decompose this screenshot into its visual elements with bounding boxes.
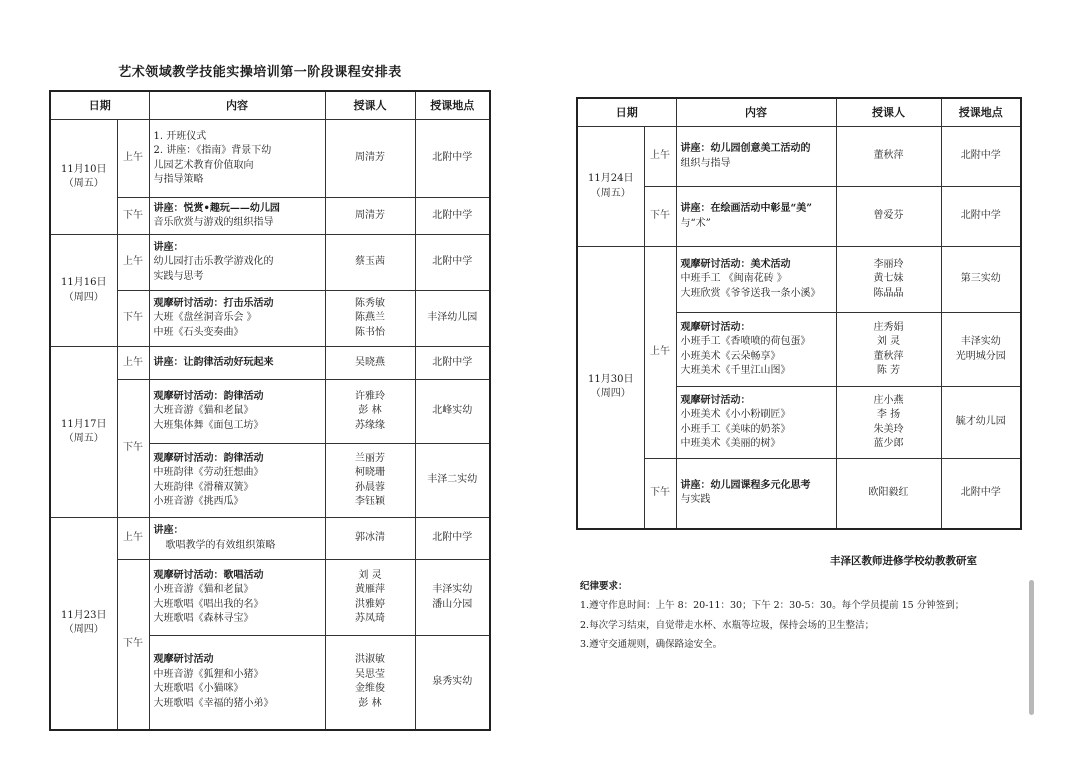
- date-text: 11月23日: [61, 609, 107, 621]
- rule-item: 3.遵守交通规则，确保路途安全。: [580, 639, 723, 651]
- content-line: 与实践: [680, 494, 711, 506]
- content-line: 小班音游《挑西瓜》: [153, 496, 244, 507]
- content-line: 与“术”: [680, 217, 711, 229]
- teacher-cell: [325, 235, 415, 291]
- place-cell: [415, 347, 490, 380]
- content-cell: [676, 127, 836, 187]
- content-line: 讲座：悦赏•趣玩——幼儿园: [153, 202, 280, 214]
- content-line: 讲座：幼儿园创意美工活动的: [680, 143, 811, 154]
- place-name: 毓才幼儿园: [955, 416, 1006, 428]
- content-cell: [676, 313, 836, 387]
- date-cell: [50, 347, 117, 518]
- content-line: 大班歌唱《唱出我的名》: [153, 598, 264, 610]
- teacher-cell: [836, 247, 941, 313]
- place-name: 第三实幼: [960, 273, 1001, 285]
- table-header-row: [50, 91, 490, 120]
- place-cell: [415, 120, 490, 198]
- half-day-cell: 上午: [117, 518, 149, 560]
- teacher-name: 朱美玲: [873, 423, 904, 435]
- table-row: [577, 187, 1021, 247]
- place-cell: [415, 291, 490, 347]
- place-name: 北附中学: [432, 209, 473, 221]
- date-text: 11月24日: [588, 173, 634, 184]
- place-name: 北峰实幼: [432, 405, 473, 417]
- document-title: 艺术领域教学技能实操培训第一阶段课程安排表: [118, 65, 402, 80]
- schedule-body-right: [577, 127, 1021, 529]
- teacher-cell: [836, 187, 941, 247]
- place-cell: [941, 313, 1021, 387]
- content-line: 中班《石头变奏曲》: [153, 326, 244, 338]
- schedule-table-right: [576, 97, 1022, 530]
- content-cell: [149, 518, 325, 560]
- content-line: 中班音游《狐狸和小猪》: [153, 668, 264, 680]
- teacher-name: 李丽玲: [873, 258, 904, 270]
- teacher-name: 陈晶晶: [873, 287, 904, 299]
- half-day-cell: 上午: [117, 347, 149, 380]
- teacher-cell: [325, 380, 415, 444]
- weekday-text: （周四）: [63, 624, 104, 636]
- place-name: 北附中学: [432, 356, 473, 368]
- content-line: 大班歌唱《幸福的猪小弟》: [153, 697, 274, 709]
- place-name: 北附中学: [960, 487, 1001, 498]
- place-name: 北附中学: [960, 210, 1001, 222]
- teacher-name: 吴思莹: [355, 668, 385, 680]
- date-text: 11月30日: [588, 373, 634, 385]
- content-line: 大班歌唱《小猫咪》: [153, 683, 244, 695]
- teacher-name: 欧阳毅红: [868, 487, 909, 498]
- discipline-rules: [580, 580, 1030, 658]
- place-name: 丰泽幼儿园: [427, 312, 478, 324]
- content-line: 小班美术《云朵畅享》: [680, 350, 781, 362]
- content-line: 1. 开班仪式: [153, 130, 207, 142]
- date-text: 11月10日: [61, 163, 107, 175]
- place-cell: [941, 127, 1021, 187]
- rules-title: 纪律要求：: [580, 581, 628, 592]
- content-line: 大班美术《千里江山图》: [680, 365, 791, 376]
- content-cell: [149, 120, 325, 198]
- teacher-name: 陈秀敏: [355, 297, 385, 309]
- content-line: 观摩研讨活动：打击乐活动: [153, 297, 274, 309]
- teacher-name: 周清芳: [355, 209, 385, 221]
- content-cell: [149, 444, 325, 518]
- content-line: 大班集体舞《面包工坊》: [153, 419, 264, 431]
- content-cell: [149, 560, 325, 636]
- content-line: 观摩研讨活动：: [680, 321, 751, 333]
- teacher-cell: [325, 120, 415, 198]
- date-cell: [577, 247, 644, 529]
- content-line: 幼儿园打击乐教学游戏化的: [153, 256, 274, 268]
- teacher-name: 兰丽芳: [355, 452, 385, 464]
- teacher-name: 董秋萍: [873, 150, 904, 162]
- teacher-name: 刘 灵: [876, 336, 901, 347]
- place-cell: [415, 518, 490, 560]
- place-cell: [941, 387, 1021, 459]
- header-content: 内容: [676, 98, 836, 127]
- teacher-name: 李 扬: [876, 409, 901, 420]
- teacher-name: 孙晨蓉: [355, 481, 385, 493]
- teacher-name: 陈燕兰: [355, 312, 385, 324]
- teacher-cell: [836, 313, 941, 387]
- date-cell: [50, 518, 117, 730]
- half-day-cell: 下午: [117, 560, 149, 730]
- content-line: 中班韵律《劳动狂想曲》: [153, 467, 264, 478]
- content-cell: [676, 387, 836, 459]
- date-text: 11月17日: [61, 418, 107, 430]
- content-line: 实践与思考: [153, 270, 204, 282]
- content-line: 讲座：: [153, 525, 184, 536]
- half-day-cell: 上午: [644, 247, 676, 459]
- table-row: [50, 347, 490, 380]
- weekday-text: （周五）: [63, 433, 104, 444]
- content-line: 与指导策略: [153, 174, 204, 185]
- place-name: 光明城分园: [955, 350, 1006, 362]
- teacher-name: 董秋萍: [873, 350, 904, 362]
- place-cell: [415, 444, 490, 518]
- content-line: 大班歌唱《森林寻宝》: [153, 613, 254, 624]
- teacher-name: 彭 林: [358, 697, 382, 709]
- place-cell: [415, 560, 490, 636]
- content-line: 观摩研讨活动：韵律活动: [153, 452, 264, 464]
- teacher-cell: [325, 347, 415, 380]
- teacher-cell: [325, 444, 415, 518]
- content-cell: [149, 636, 325, 730]
- teacher-name: 吴晓燕: [355, 356, 385, 368]
- teacher-name: 庄秀娟: [873, 321, 904, 333]
- weekday-text: （周五）: [63, 178, 104, 189]
- weekday-text: （周五）: [590, 187, 631, 199]
- content-cell: [149, 235, 325, 291]
- teacher-cell: [325, 560, 415, 636]
- content-line: 儿园艺术教育价值取向: [153, 159, 254, 171]
- table-header-row: [577, 98, 1021, 127]
- teacher-name: 蔡玉茜: [355, 256, 385, 268]
- content-line: 中班美术《美丽的树》: [680, 438, 781, 449]
- place-cell: [415, 198, 490, 235]
- teacher-name: 苏缘缘: [355, 419, 385, 431]
- content-cell: [676, 247, 836, 313]
- content-line: 观摩研讨活动：韵律活动: [153, 390, 264, 402]
- half-day-cell: 下午: [644, 187, 676, 247]
- content-line: 观摩研讨活动：歌唱活动: [153, 569, 264, 581]
- place-name: 北附中学: [432, 532, 473, 544]
- header-teacher: 授课人: [325, 91, 415, 120]
- teacher-cell: [325, 518, 415, 560]
- teacher-cell: [836, 387, 941, 459]
- half-day-cell: 上午: [117, 235, 149, 291]
- content-line: 大班《盘丝洞音乐会 》: [153, 312, 257, 324]
- content-line: 组织与指导: [680, 157, 731, 169]
- date-cell: [50, 120, 117, 235]
- weekday-text: （周四）: [63, 291, 104, 303]
- teacher-name: 蓝少郎: [873, 438, 904, 449]
- content-line: 中班手工 《闽南花砖 》: [680, 273, 787, 285]
- table-row: [577, 247, 1021, 313]
- teacher-name: 曾爱芬: [873, 210, 904, 222]
- teacher-cell: [325, 291, 415, 347]
- table-row: [50, 235, 490, 291]
- teacher-cell: [836, 459, 941, 529]
- rule-item: 2.每次学习结束，自觉带走水杯、水瓶等垃圾，保持会场的卫生整洁；: [580, 619, 875, 631]
- table-row: [50, 518, 490, 560]
- header-place: 授课地点: [941, 98, 1021, 127]
- place-cell: [941, 247, 1021, 313]
- content-line: 讲座：在绘画活动中彰显“美”: [680, 203, 813, 214]
- teacher-name: 陈 芳: [876, 365, 901, 376]
- place-name: 北附中学: [432, 256, 473, 268]
- issuing-office: 丰泽区教师进修学校幼教教研室: [830, 555, 977, 567]
- content-cell: [149, 291, 325, 347]
- place-name: 潘山分园: [432, 598, 473, 610]
- place-name: 北附中学: [432, 152, 473, 164]
- place-name: 丰泽二实幼: [427, 474, 478, 486]
- header-teacher: 授课人: [836, 98, 941, 127]
- teacher-name: 周清芳: [355, 152, 385, 164]
- place-cell: [415, 235, 490, 291]
- teacher-name: 黄七妹: [873, 273, 904, 285]
- half-day-cell: 下午: [117, 291, 149, 347]
- content-line: 观摩研讨活动: [153, 654, 214, 666]
- place-cell: [415, 636, 490, 730]
- scrollbar-thumb[interactable]: [1029, 580, 1034, 715]
- header-date: 日期: [50, 91, 149, 120]
- content-line: 观摩研讨活动：美术活动: [680, 258, 791, 270]
- content-cell: [149, 198, 325, 235]
- teacher-name: 许雅玲: [355, 390, 385, 402]
- place-name: 泉秀实幼: [432, 676, 473, 687]
- teacher-cell: [836, 127, 941, 187]
- content-line: 歌唱教学的有效组织策略: [165, 539, 276, 551]
- date-cell: [577, 127, 644, 247]
- header-date: 日期: [577, 98, 676, 127]
- half-day-cell: 下午: [117, 380, 149, 518]
- place-name: 北附中学: [960, 150, 1001, 162]
- place-cell: [941, 187, 1021, 247]
- content-line: 大班音游《猫和老鼠》: [153, 405, 254, 417]
- content-line: 小班手工《美味的奶茶》: [680, 423, 791, 435]
- header-content: 内容: [149, 91, 325, 120]
- date-text: 11月16日: [61, 277, 107, 288]
- teacher-name: 刘 灵: [358, 569, 382, 581]
- content-line: 小班音游《猫和老鼠》: [153, 584, 254, 595]
- content-cell: [149, 380, 325, 444]
- place-cell: [415, 380, 490, 444]
- content-line: 音乐欣赏与游戏的组织指导: [153, 217, 274, 228]
- place-cell: [941, 459, 1021, 529]
- half-day-cell: 下午: [644, 459, 676, 529]
- content-line: 观摩研讨活动：: [680, 394, 751, 406]
- teacher-name: 陈书怡: [355, 326, 385, 338]
- teacher-name: 洪淑敏: [355, 654, 385, 666]
- half-day-cell: 上午: [644, 127, 676, 187]
- content-cell: [676, 187, 836, 247]
- schedule-body-left: [50, 120, 490, 730]
- table-row: [50, 120, 490, 198]
- teacher-cell: [325, 198, 415, 235]
- content-line: 讲座：: [153, 241, 184, 253]
- content-cell: [149, 347, 325, 380]
- content-line: 2. 讲座：《指南》背景下幼: [153, 145, 272, 156]
- content-line: 大班韵律《滑稽双簧》: [153, 481, 254, 493]
- teacher-name: 柯晓珊: [355, 467, 385, 478]
- header-place: 授课地点: [415, 91, 490, 120]
- teacher-name: 郭冰清: [355, 532, 385, 544]
- date-cell: [50, 235, 117, 347]
- content-line: 大班欣赏《爷爷送我一条小溪》: [680, 287, 821, 299]
- teacher-name: 苏凤琦: [355, 613, 385, 624]
- teacher-cell: [325, 636, 415, 730]
- content-line: 小班手工《香喷喷的荷包蛋》: [680, 336, 811, 347]
- half-day-cell: 下午: [117, 198, 149, 235]
- place-name: 丰泽实幼: [432, 584, 473, 595]
- teacher-name: 金维俊: [355, 683, 385, 695]
- content-line: 小班美术《小小粉刷匠》: [680, 409, 791, 420]
- place-name: 丰泽实幼: [960, 336, 1001, 347]
- content-line: 讲座：让韵律活动好玩起来: [153, 356, 274, 368]
- teacher-name: 黄雁萍: [355, 584, 385, 595]
- content-line: 讲座：幼儿园课程多元化思考: [680, 479, 811, 491]
- weekday-text: （周四）: [590, 388, 631, 400]
- table-row: [577, 127, 1021, 187]
- table-row: [577, 459, 1021, 529]
- teacher-name: 李钰颖: [355, 496, 385, 507]
- teacher-name: 洪雅婷: [355, 598, 385, 610]
- half-day-cell: 上午: [117, 120, 149, 198]
- schedule-table-left: [49, 90, 491, 731]
- rule-item: 1.遵守作息时间：上午 8：20-11：30；下午 2：30-5：30。每个学员提前 15 分钟签到；: [580, 599, 965, 611]
- teacher-name: 庄小燕: [873, 394, 904, 406]
- content-cell: [676, 459, 836, 529]
- teacher-name: 彭 林: [358, 405, 382, 417]
